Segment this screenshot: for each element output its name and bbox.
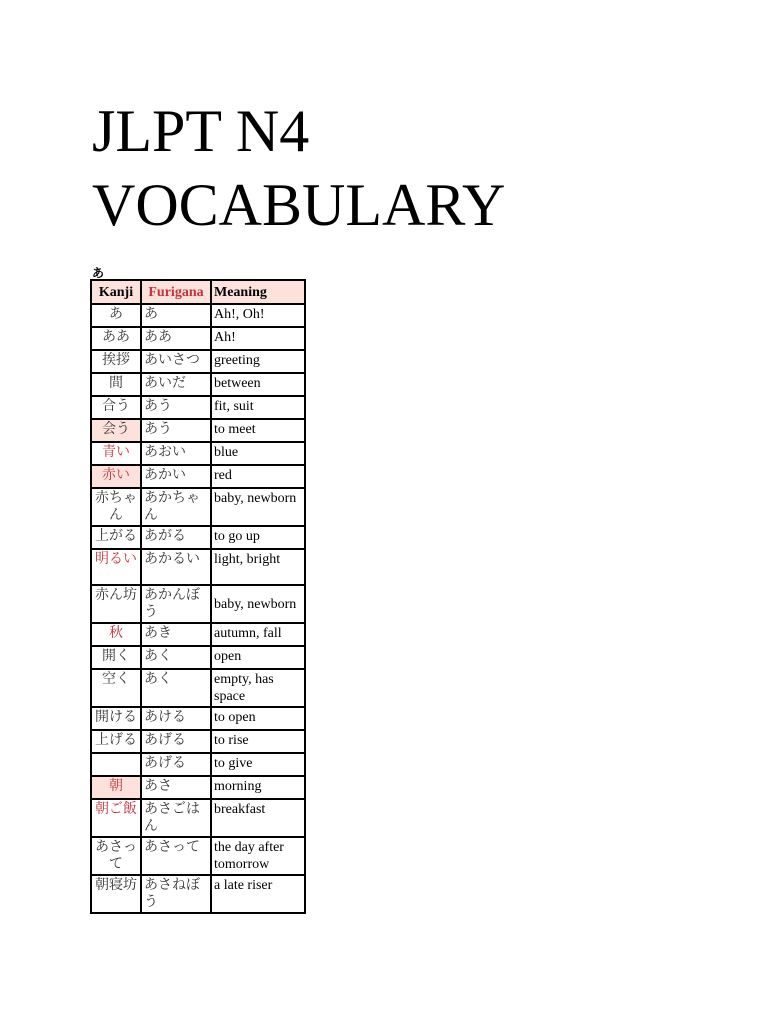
table-row <box>91 396 305 419</box>
kanji-cell: 挨拶 <box>91 350 141 373</box>
header-meaning: Meaning <box>211 280 305 304</box>
furigana-cell: あげる <box>141 753 211 776</box>
meaning-cell: fit, suit <box>211 396 305 419</box>
meaning-cell: greeting <box>211 350 305 373</box>
furigana-cell: あき <box>141 623 211 646</box>
meaning-cell: baby, newborn <box>211 488 305 526</box>
furigana-cell: あける <box>141 707 211 730</box>
title-line-1: JLPT N4 <box>92 98 310 164</box>
furigana-cell: あさって <box>141 837 211 875</box>
furigana-cell: あいだ <box>141 373 211 396</box>
kanji-cell: 空く <box>91 669 141 707</box>
meaning-cell: to go up <box>211 526 305 549</box>
table-row <box>91 526 305 549</box>
kanji-cell: ああ <box>91 327 141 350</box>
kanji-cell: 朝 <box>91 776 141 799</box>
furigana-cell: あさごはん <box>141 799 211 837</box>
meaning-cell: Ah! <box>211 327 305 350</box>
kanji-cell: 間 <box>91 373 141 396</box>
table-row <box>91 875 305 913</box>
kanji-cell: 青い <box>91 442 141 465</box>
kanji-cell: 赤い <box>91 465 141 488</box>
title-line-2: VOCABULARY <box>92 172 506 238</box>
table-row <box>91 488 305 526</box>
vocabulary-table <box>90 279 306 914</box>
furigana-cell: あさねぼう <box>141 875 211 913</box>
kanji-cell: 合う <box>91 396 141 419</box>
kanji-cell: 朝寝坊 <box>91 875 141 913</box>
meaning-cell: to meet <box>211 419 305 442</box>
meaning-cell: red <box>211 465 305 488</box>
table-row <box>91 799 305 837</box>
table-row <box>91 327 305 350</box>
meaning-cell: to open <box>211 707 305 730</box>
meaning-cell: baby, newborn <box>211 585 305 623</box>
table-row <box>91 549 305 585</box>
kanji-cell: 朝ご飯 <box>91 799 141 837</box>
table-row <box>91 442 305 465</box>
kanji-cell: 赤ん坊 <box>91 585 141 623</box>
meaning-cell: light, bright <box>211 549 305 585</box>
kanji-cell: 開く <box>91 646 141 669</box>
kanji-cell <box>91 753 141 776</box>
meaning-cell: to rise <box>211 730 305 753</box>
table-header-row <box>91 280 305 304</box>
meaning-cell: between <box>211 373 305 396</box>
table-row <box>91 373 305 396</box>
furigana-cell: ああ <box>141 327 211 350</box>
section-label: あ <box>92 266 105 280</box>
kanji-cell: 赤ちゃん <box>91 488 141 526</box>
furigana-cell: あ <box>141 304 211 327</box>
furigana-cell: あく <box>141 669 211 707</box>
furigana-cell: あかんぼう <box>141 585 211 623</box>
meaning-cell: blue <box>211 442 305 465</box>
meaning-cell: autumn, fall <box>211 623 305 646</box>
furigana-cell: あげる <box>141 730 211 753</box>
table-row <box>91 304 305 327</box>
meaning-cell: to give <box>211 753 305 776</box>
furigana-cell: あう <box>141 419 211 442</box>
kanji-cell: あさって <box>91 837 141 875</box>
meaning-cell: open <box>211 646 305 669</box>
furigana-cell: あさ <box>141 776 211 799</box>
table-row <box>91 669 305 707</box>
furigana-cell: あく <box>141 646 211 669</box>
table-row <box>91 623 305 646</box>
kanji-cell: 上がる <box>91 526 141 549</box>
furigana-cell: あかちゃん <box>141 488 211 526</box>
furigana-cell: あがる <box>141 526 211 549</box>
table-row <box>91 776 305 799</box>
table-row <box>91 730 305 753</box>
header-furigana: Furigana <box>141 280 211 304</box>
table-row <box>91 707 305 730</box>
kanji-cell: 開ける <box>91 707 141 730</box>
meaning-cell: morning <box>211 776 305 799</box>
furigana-cell: あおい <box>141 442 211 465</box>
table-row <box>91 646 305 669</box>
table-row <box>91 837 305 875</box>
kanji-cell: あ <box>91 304 141 327</box>
furigana-cell: あいさつ <box>141 350 211 373</box>
meaning-cell: empty, has space <box>211 669 305 707</box>
table-row <box>91 753 305 776</box>
table-row <box>91 465 305 488</box>
kanji-cell: 秋 <box>91 623 141 646</box>
header-kanji: Kanji <box>91 280 141 304</box>
table-row <box>91 419 305 442</box>
furigana-cell: あかるい <box>141 549 211 585</box>
table-row <box>91 585 305 623</box>
furigana-cell: あかい <box>141 465 211 488</box>
furigana-cell: あう <box>141 396 211 419</box>
meaning-cell: breakfast <box>211 799 305 837</box>
meaning-cell: a late riser <box>211 875 305 913</box>
meaning-cell: Ah!, Oh! <box>211 304 305 327</box>
meaning-cell: the day after tomorrow <box>211 837 305 875</box>
kanji-cell: 明るい <box>91 549 141 585</box>
kanji-cell: 会う <box>91 419 141 442</box>
table-row <box>91 350 305 373</box>
page-title <box>92 94 505 242</box>
kanji-cell: 上げる <box>91 730 141 753</box>
